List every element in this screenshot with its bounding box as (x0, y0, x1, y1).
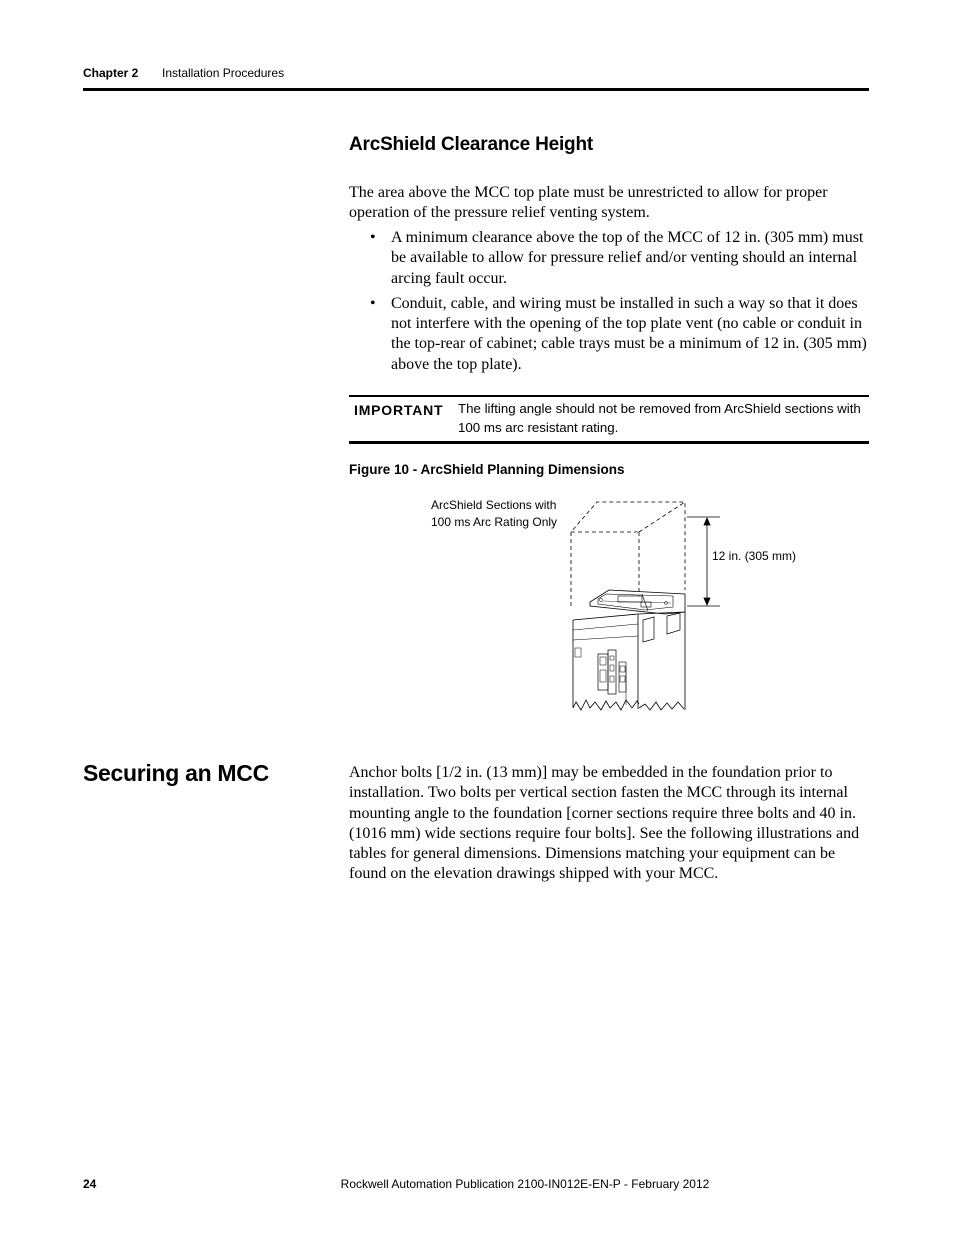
mcc-cabinet-drawing (573, 590, 685, 710)
important-note (349, 395, 869, 444)
bullet-text: A minimum clearance above the top of the MCC of 12 in. (305 mm) must be available to allow for pressure relief and/or venting should an internal arcing fault occur. (391, 229, 864, 287)
bullet-icon: • (370, 229, 376, 246)
chapter-label: Chapter 2 (83, 66, 139, 80)
list-item (349, 228, 869, 289)
important-text: The lifting angle should not be removed from ArcShield sections with 100 ms arc resistant rating. (458, 401, 861, 435)
publication-info: Rockwell Automation Publication 2100-IN012E-EN-P - February 2012 (340, 1177, 710, 1191)
figure-label-line2: 100 ms Arc Rating Only (431, 515, 558, 529)
clearance-volume-outline (571, 502, 685, 606)
bullet-icon: • (370, 294, 376, 312)
clearance-bullet-list (349, 228, 869, 380)
dimension-label: 12 in. (305 mm) (712, 549, 797, 563)
securing-heading: Securing an MCC (83, 760, 269, 786)
bullet-text: Conduit, cable, and wiring must be installed in such a way so that it does not interfere with the opening of the top plate vent (no cable or conduit in the top-rear of cabinet; cable trays must be a minimum of 12 in. (305 mm) above the top plate). (391, 294, 867, 373)
figure-label (431, 497, 557, 531)
securing-paragraph: Anchor bolts [1/2 in. (13 mm)] may be embedded in the foundation prior to installation. Two bolts per vertical section fasten the MCC through its internal mounting angle to the foundation [corner sections require three bolts and 40 in. (1016 mm) wide sections require four bolts]. See the following illustrations and tables for general dimensions. Dimensions matching your equipment can be found on the elevation drawings shipped with your MCC. (349, 764, 860, 883)
intro-paragraph: The area above the MCC top plate must be unrestricted to allow for proper operation of the pressure relief venting system. (349, 184, 828, 222)
arcshield-figure (420, 490, 820, 720)
section-title: Installation Procedures (162, 66, 285, 80)
figure-label-line1: ArcShield Sections with (431, 498, 557, 512)
arcshield-heading: ArcShield Clearance Height (349, 134, 593, 155)
header-rule (83, 88, 869, 91)
list-item (349, 294, 869, 375)
figure-caption: Figure 10 - ArcShield Planning Dimensions (349, 462, 625, 477)
running-header (83, 66, 869, 80)
important-label: IMPORTANT (354, 402, 444, 418)
page-number: 24 (83, 1177, 97, 1191)
